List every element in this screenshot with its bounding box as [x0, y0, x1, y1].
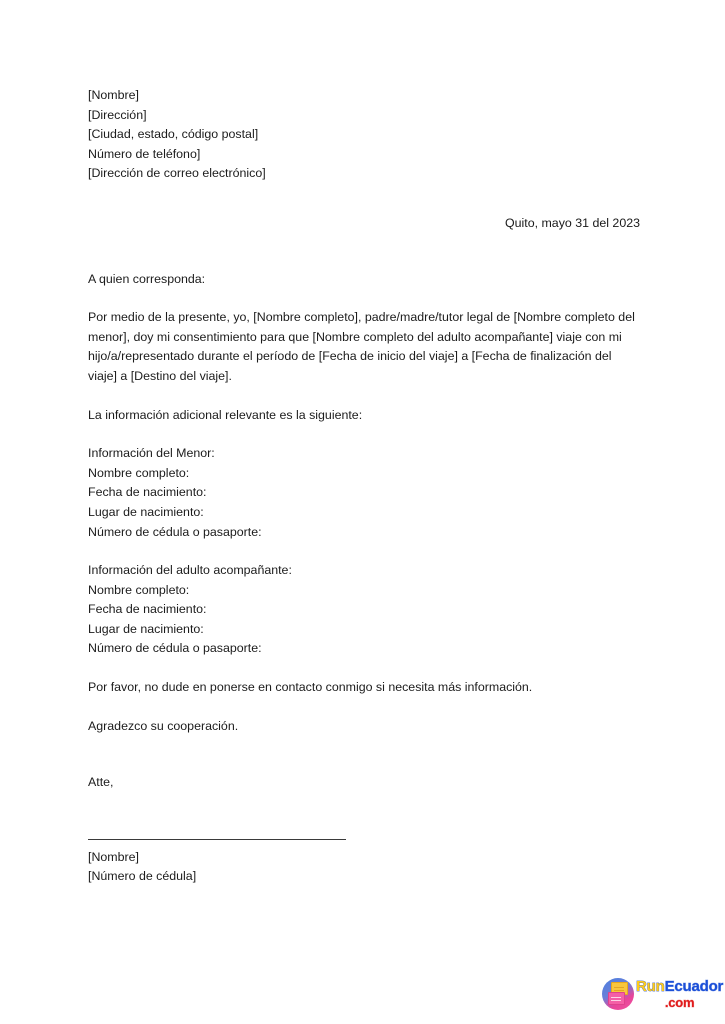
adult-info-group: [88, 561, 640, 659]
paragraph-contact: Por favor, no dude en ponerse en contacto conmigo si necesita más información.: [88, 680, 533, 695]
sender-city-state-zip: [Ciudad, estado, código postal]: [88, 127, 259, 142]
watermark-word-run: Run: [636, 978, 665, 995]
minor-info-heading: Información del Menor:: [88, 446, 215, 461]
sender-phone: Número de teléfono]: [88, 146, 201, 161]
letter-body: [88, 86, 640, 887]
paragraph-thanks: Agradezco su cooperación.: [88, 718, 239, 733]
signature-id-number: [Número de cédula]: [88, 869, 197, 884]
adult-field-id-number: Número de cédula o pasaporte:: [88, 641, 262, 656]
paragraph-consent: Por medio de la presente, yo, [Nombre completo], padre/madre/tutor legal de [Nombre completo del menor], doy mi consentimiento para que [Nombre completo del adulto acompañante] viaje con mi hijo/a/representado durante el período de [Fecha de inicio del viaje] a [Fecha de finalización del viaje] a [Destino del viaje].: [88, 310, 639, 383]
signature-rule: [88, 839, 346, 840]
sign-off: Atte,: [88, 775, 114, 790]
watermark-word-com: .com: [664, 995, 695, 1010]
minor-field-id-number: Número de cédula o pasaporte:: [88, 524, 262, 539]
sender-address-block: [88, 86, 640, 184]
adult-info-heading: Información del adulto acompañante:: [88, 563, 292, 578]
date-line: Quito, mayo 31 del 2023: [504, 215, 640, 230]
documents-circle-logo-icon: [602, 978, 634, 1010]
sender-email: [Dirección de correo electrónico]: [88, 166, 266, 181]
minor-info-group: [88, 444, 640, 542]
watermark-tld-line: [636, 996, 723, 1009]
minor-field-birth-date: Fecha de nacimiento:: [88, 485, 207, 500]
salutation: A quien corresponda:: [88, 271, 206, 286]
runecuador-watermark: [602, 974, 722, 1014]
sender-street: [Dirección]: [88, 107, 147, 122]
paragraph-additional-info: La información adicional relevante es la siguiente:: [88, 407, 363, 422]
signature-name: [Nombre]: [88, 849, 139, 864]
watermark-text: [636, 979, 723, 1009]
watermark-word-ecuador: Ecuador: [664, 978, 724, 995]
adult-field-birth-date: Fecha de nacimiento:: [88, 602, 207, 617]
minor-field-full-name: Nombre completo:: [88, 465, 190, 480]
signature-block: [88, 839, 640, 887]
sender-name: [Nombre]: [88, 88, 139, 102]
minor-field-birth-place: Lugar de nacimiento:: [88, 504, 204, 519]
watermark-brand-line: [636, 979, 723, 994]
adult-field-full-name: Nombre completo:: [88, 582, 190, 597]
adult-field-birth-place: Lugar de nacimiento:: [88, 621, 204, 636]
logo-document-front-icon: [608, 992, 625, 1005]
